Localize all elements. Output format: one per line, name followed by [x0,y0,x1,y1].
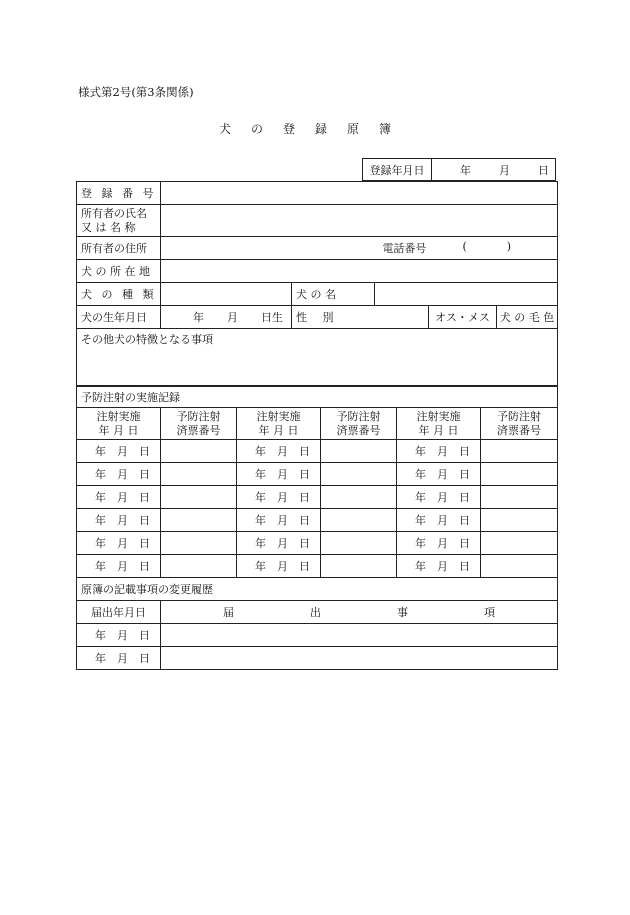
vac-date-cell[interactable] [397,555,481,578]
date-day-label: 日 [299,445,310,458]
history-row [77,647,558,670]
registration-date-label: 登録年月日 [363,159,432,180]
vaccination-row [77,509,558,532]
reg-day-label: 日 [538,163,549,177]
date-year-label: 年 [95,445,106,458]
history-item-char-1: 届 [223,606,234,619]
reg-number-field[interactable] [161,182,558,205]
date-year-label: 年 [255,514,266,527]
date-year-label: 年 [255,445,266,458]
history-table [76,577,558,670]
date-year-label: 年 [95,491,106,504]
date-year-label: 年 [95,514,106,527]
vac-ticket-cell[interactable] [481,555,558,578]
vac-date-h1a: 注射実施 [96,409,141,423]
vaccination-section-title: 予防注射の実施記録 [77,386,558,408]
document-title: 犬の登録原簿 [218,122,411,136]
date-year-label: 年 [415,514,426,527]
date-year-label: 年 [415,537,426,550]
date-year-label: 年 [95,629,106,642]
date-month-label: 月 [277,491,288,504]
other-features-label: その他犬の特徴となる事項 [81,333,213,346]
date-month-label: 月 [437,514,448,527]
date-year-label: 年 [255,537,266,550]
vac-ticket-cell[interactable] [161,440,237,463]
vac-date-h3a: 注射実施 [416,409,461,423]
date-month-label: 月 [437,560,448,573]
owner-address-label: 所有者の住所 [77,237,161,260]
vac-date-header-1 [77,408,161,440]
history-date-cell[interactable] [77,647,161,670]
date-day-label: 日 [459,514,470,527]
vac-date-cell[interactable] [237,509,321,532]
date-month-label: 月 [277,537,288,550]
vac-ticket-cell[interactable] [161,532,237,555]
vac-ticket-h3a: 予防注射 [497,409,541,423]
date-month-label: 月 [437,537,448,550]
vac-ticket-cell[interactable] [481,509,558,532]
registration-date-field[interactable] [432,159,555,180]
date-day-label: 日 [459,560,470,573]
owner-name-field[interactable] [161,205,558,237]
birth-year-label: 年 [193,311,204,324]
history-item-char-3: 事 [397,606,408,619]
date-month-label: 月 [277,560,288,573]
vac-date-cell[interactable] [77,555,161,578]
dog-registry-table [76,181,558,387]
date-month-label: 月 [277,468,288,481]
vac-ticket-cell[interactable] [321,463,397,486]
date-month-label: 月 [117,652,128,665]
date-day-label: 日 [139,468,150,481]
vac-ticket-header-3 [481,408,558,440]
date-day-label: 日 [139,629,150,642]
vac-ticket-cell[interactable] [481,463,558,486]
vac-ticket-cell[interactable] [161,555,237,578]
vac-ticket-cell[interactable] [481,440,558,463]
vac-ticket-cell[interactable] [321,555,397,578]
history-item-cell[interactable] [161,624,558,647]
date-day-label: 日 [139,445,150,458]
date-day-label: 日 [299,491,310,504]
vac-ticket-h2a: 予防注射 [336,409,381,423]
date-day-label: 日 [459,445,470,458]
date-year-label: 年 [255,491,266,504]
date-year-label: 年 [95,537,106,550]
vac-date-cell[interactable] [77,509,161,532]
vac-ticket-cell[interactable] [321,509,397,532]
vac-date-h2a: 注射実施 [256,409,301,423]
date-day-label: 日 [299,537,310,550]
vac-date-header-3 [397,408,481,440]
vac-ticket-h1a: 予防注射 [176,409,221,423]
date-day-label: 日 [139,537,150,550]
dog-name-field[interactable] [375,283,558,306]
dog-birth-field[interactable] [161,306,292,329]
vaccination-row [77,555,558,578]
date-month-label: 月 [117,491,128,504]
date-day-label: 日 [459,537,470,550]
vac-date-cell[interactable] [397,486,481,509]
date-month-label: 月 [437,445,448,458]
vaccination-table [76,385,558,578]
dog-location-label: 犬 の 所 在 地 [77,260,161,283]
owner-name-label-line1: 所有者の氏名 [81,206,147,220]
reg-year-label: 年 [460,163,471,177]
phone-label: 電話番号 [382,242,427,255]
vac-date-cell[interactable] [77,440,161,463]
date-month-label: 月 [277,445,288,458]
sex-value[interactable]: オス・メス [429,306,497,329]
date-year-label: 年 [95,560,106,573]
date-month-label: 月 [437,491,448,504]
history-rows [77,624,558,670]
date-day-label: 日 [139,514,150,527]
date-month-label: 月 [117,445,128,458]
vac-date-cell[interactable] [237,555,321,578]
vac-date-h3b: 年 月 日 [418,423,459,437]
birth-month-label: 月 [227,311,238,324]
vac-date-cell[interactable] [237,486,321,509]
vac-ticket-h1b: 済票番号 [176,423,221,437]
phone-paren-close: ) [506,240,512,253]
history-section-title: 原簿の記載事項の変更履歴 [77,578,558,601]
date-day-label: 日 [139,560,150,573]
date-day-label: 日 [299,514,310,527]
history-date-cell[interactable] [77,624,161,647]
vac-ticket-cell[interactable] [321,440,397,463]
vac-ticket-cell[interactable] [481,486,558,509]
vac-date-cell[interactable] [77,463,161,486]
vac-ticket-cell[interactable] [321,486,397,509]
date-year-label: 年 [415,468,426,481]
vac-ticket-cell[interactable] [321,532,397,555]
date-year-label: 年 [415,560,426,573]
vaccination-row [77,440,558,463]
date-day-label: 日 [139,491,150,504]
vac-ticket-cell[interactable] [161,463,237,486]
date-month-label: 月 [117,514,128,527]
owner-name-label [77,205,161,237]
vaccination-row [77,532,558,555]
vaccination-rows [77,440,558,578]
vac-date-cell[interactable] [397,440,481,463]
date-month-label: 月 [437,468,448,481]
date-year-label: 年 [255,468,266,481]
coat-color-label: 犬 の 毛 色 [497,306,558,329]
date-year-label: 年 [415,491,426,504]
date-month-label: 月 [117,468,128,481]
owner-address-field[interactable] [161,237,558,260]
vac-date-cell[interactable] [77,486,161,509]
vac-date-cell[interactable] [77,532,161,555]
vac-date-header-2 [237,408,321,440]
vac-ticket-cell[interactable] [481,532,558,555]
history-item-header [161,601,558,624]
history-row [77,624,558,647]
vac-date-h1b: 年 月 日 [98,423,139,437]
date-month-label: 月 [277,514,288,527]
registration-date-box [362,158,556,181]
other-features-field[interactable] [77,329,558,387]
vac-date-h2b: 年 月 日 [258,423,299,437]
vac-date-cell[interactable] [397,532,481,555]
history-item-char-2: 出 [310,606,321,619]
phone-paren-open: ( [462,240,467,253]
reg-month-label: 月 [499,163,510,177]
dog-birth-label: 犬の生年月日 [77,306,161,329]
vac-ticket-header-2 [321,408,397,440]
date-day-label: 日 [299,468,310,481]
vac-date-cell[interactable] [237,463,321,486]
date-day-label: 日 [139,652,150,665]
date-month-label: 月 [117,537,128,550]
vac-ticket-cell[interactable] [161,486,237,509]
history-item-cell[interactable] [161,647,558,670]
date-month-label: 月 [117,629,128,642]
form-number-label: 様式第2号(第3条関係) [78,85,194,99]
vac-ticket-cell[interactable] [161,509,237,532]
vac-date-cell[interactable] [237,440,321,463]
reg-number-label: 登 録 番 号 [77,182,161,205]
date-year-label: 年 [95,468,106,481]
owner-name-label-line2: 又 は 名 称 [81,220,136,234]
date-year-label: 年 [415,445,426,458]
date-day-label: 日 [459,491,470,504]
dog-breed-label: 犬 の 種 類 [77,283,161,306]
date-year-label: 年 [255,560,266,573]
sex-label: 性 別 [292,306,429,329]
dog-location-field[interactable] [161,260,558,283]
dog-breed-field[interactable] [161,283,292,306]
date-day-label: 日 [299,560,310,573]
vac-ticket-h3b: 済票番号 [497,423,541,437]
vac-date-cell[interactable] [237,532,321,555]
vaccination-row [77,463,558,486]
date-month-label: 月 [117,560,128,573]
vac-ticket-header-1 [161,408,237,440]
history-date-header: 届出年月日 [77,601,161,624]
vaccination-row [77,486,558,509]
vac-ticket-h2b: 済票番号 [336,423,381,437]
vac-date-cell[interactable] [397,509,481,532]
birth-day-label: 日生 [261,311,283,324]
vac-date-cell[interactable] [397,463,481,486]
history-item-char-4: 項 [484,606,495,619]
dog-name-label: 犬 の 名 [292,283,375,306]
date-year-label: 年 [95,652,106,665]
date-day-label: 日 [459,468,470,481]
